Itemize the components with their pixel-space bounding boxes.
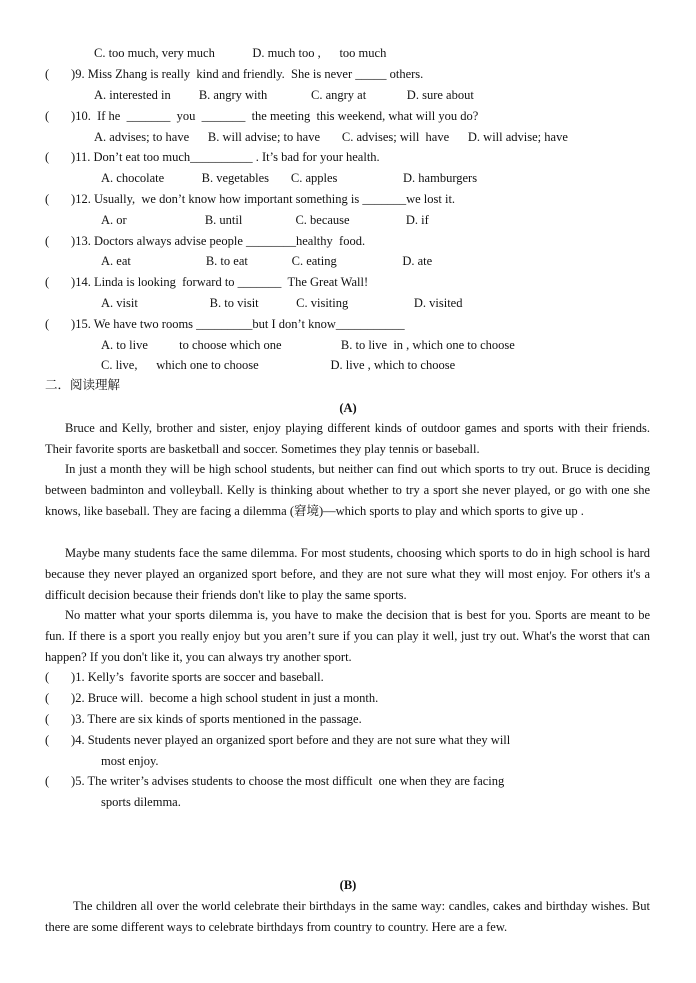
q9-options: A. interested in B. angry with C. angry at D. sure about xyxy=(94,88,474,102)
tf-question-5: ( )5. The writer’s advises students to choose the most difficult one when they are facing xyxy=(45,774,505,788)
q15-options-a-b: A. to live to choose which one B. to live in , which one to choose xyxy=(101,338,515,352)
q12-options: A. or B. until C. because D. if xyxy=(101,213,429,227)
passage-a-paragraph-4: No matter what your sports dilemma is, you have to make the decision that is best for you. Sports are meant to be fun. If there is a sport you really enjoy but you aren’t sure if you can play it well, just try out. What's the worst that can happen? If you don't like it, you can always try another sport. xyxy=(45,608,650,664)
tf-question-4-cont: most enjoy. xyxy=(101,754,159,768)
q11-stem: ( )11. Don’t eat too much__________ . It’s bad for your health. xyxy=(45,150,380,164)
q10-options: A. advises; to have B. will advise; to have C. advises; will have D. will advise; have xyxy=(94,130,568,144)
q15-options-c-d: C. live, which one to choose D. live , which to choose xyxy=(101,358,456,372)
passage-a-paragraph-2: In just a month they will be high school students, but neither can find out which sports to try out. Bruce is deciding between badminton and volleyball. Kelly is thinking about whether to try a sport she never played, or go with one she knows, like baseball. They are facing a dilemma (窘境)—which sports to play and which sports to give up . xyxy=(45,462,650,518)
passage-a-paragraph-3: Maybe many students face the same dilemma. For most students, choosing which sports to do in high school is hard because they never played an organized sport before, and they are not sure what they will most enjoy. For others it's a difficult decision because their friends don't like to play the same sports. xyxy=(45,546,650,602)
q8-options-c-d: C. too much, very much D. much too , too much xyxy=(94,46,387,60)
q12-stem: ( )12. Usually, we don’t know how important something is _______we lost it. xyxy=(45,192,456,206)
passage-a-paragraph-1: Bruce and Kelly, brother and sister, enjoy playing different kinds of outdoor games and sports with their friends. Their favorite sports are basketball and soccer. Sometimes they play tennis or baseball. xyxy=(45,421,650,456)
q15-stem: ( )15. We have two rooms _________but I don’t know___________ xyxy=(45,317,405,331)
passage-a-title: (A) xyxy=(339,401,357,415)
q14-stem: ( )14. Linda is looking forward to _______ The Great Wall! xyxy=(45,275,369,289)
q10-stem: ( )10. If he _______ you _______ the meeting this weekend, what will you do? xyxy=(45,109,479,123)
tf-question-3: ( )3. There are six kinds of sports mentioned in the passage. xyxy=(45,712,362,726)
passage-b-paragraph-1: The children all over the world celebrate their birthdays in the same way: candles, cakes and birthday wishes. But there are some different ways to celebrate birthdays from country to country. Here are a few. xyxy=(45,899,650,934)
tf-question-1: ( )1. Kelly’s favorite sports are soccer and baseball. xyxy=(45,670,324,684)
tf-question-4: ( )4. Students never played an organized sport before and they are not sure what they will xyxy=(45,733,511,747)
q14-options: A. visit B. to visit C. visiting D. visited xyxy=(101,296,463,310)
passage-b-title: (B) xyxy=(339,878,357,892)
section-heading-reading: 二．阅读理解 xyxy=(45,377,121,392)
tf-question-5-cont: sports dilemma. xyxy=(101,795,181,809)
q13-options: A. eat B. to eat C. eating D. ate xyxy=(101,254,433,268)
tf-question-2: ( )2. Bruce will. become a high school student in just a month. xyxy=(45,691,379,705)
q11-options: A. chocolate B. vegetables C. apples D. hamburgers xyxy=(101,171,478,185)
q13-stem: ( )13. Doctors always advise people ________healthy food. xyxy=(45,234,366,248)
q9-stem: ( )9. Miss Zhang is really kind and friendly. She is never _____ others. xyxy=(45,67,424,81)
